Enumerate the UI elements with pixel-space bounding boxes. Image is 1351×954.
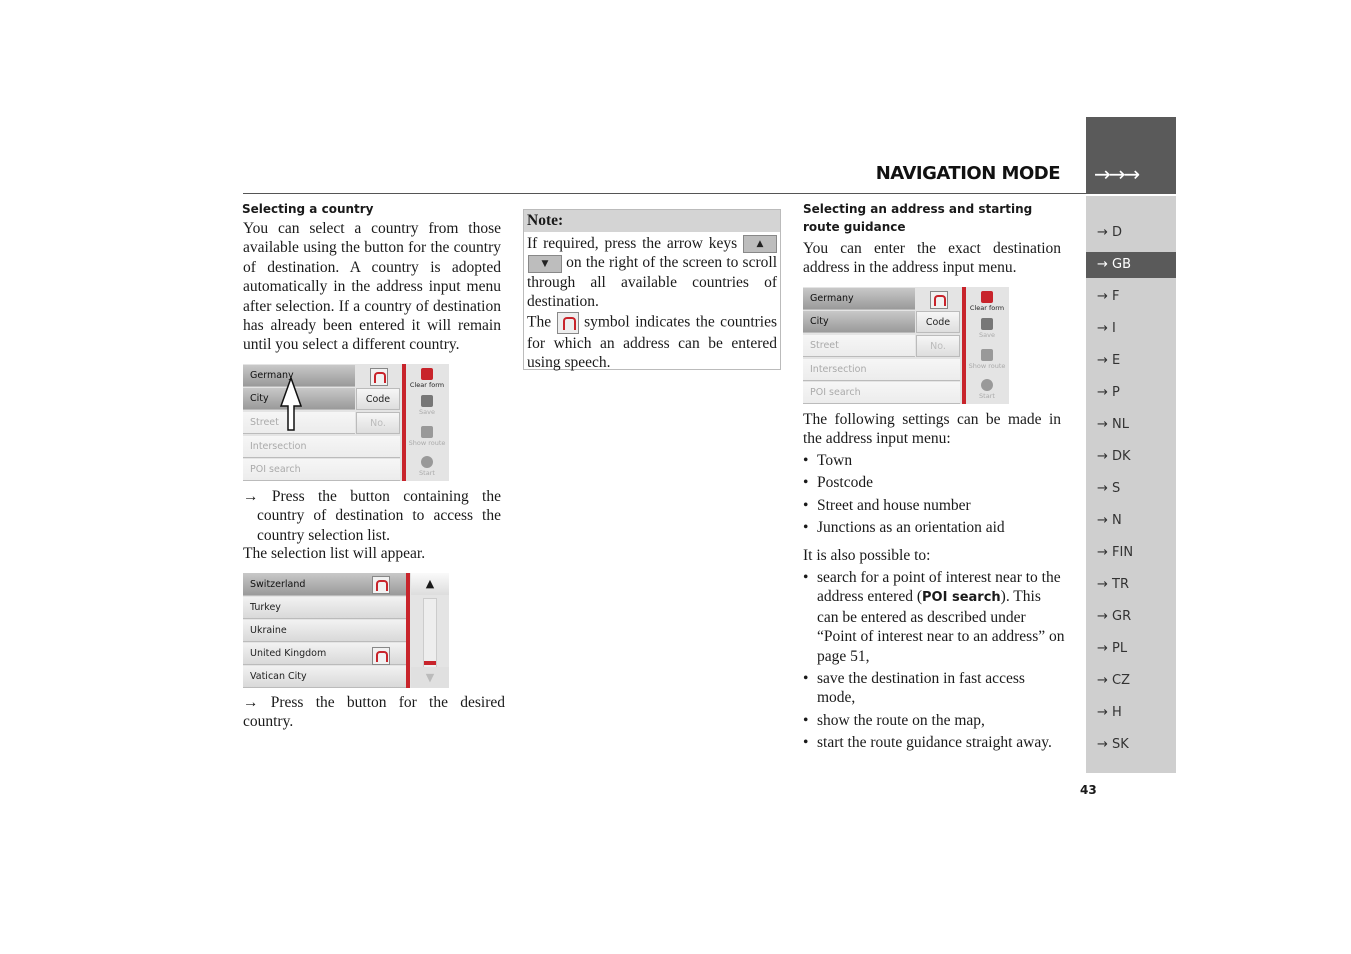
start-button[interactable] [967, 379, 1007, 400]
lang-gb[interactable]: → GB [1086, 252, 1176, 278]
save-button[interactable] [967, 318, 1007, 339]
red-divider [406, 573, 410, 688]
save-label: Save [979, 331, 995, 339]
red-divider [962, 287, 966, 404]
code-cell[interactable]: Code [356, 388, 400, 410]
start-icon [981, 379, 993, 391]
lang-nl[interactable]: → NL [1097, 417, 1129, 432]
address-form-screenshot-2 [803, 287, 1009, 404]
code-cell[interactable]: Code [916, 311, 960, 333]
lang-d[interactable]: → D [1097, 225, 1123, 240]
up-arrow-icon: ▲ [425, 577, 435, 590]
poi-row[interactable]: POI search [243, 459, 400, 481]
lang-s[interactable]: → S [1097, 481, 1121, 496]
up-key-icon: ▲ [743, 235, 777, 253]
lang-p[interactable]: → P [1097, 385, 1120, 400]
clear-icon [981, 291, 993, 303]
chapter-tab [1086, 117, 1176, 194]
country-item-united-kingdom[interactable]: United Kingdom [243, 643, 406, 665]
route-icon [421, 426, 433, 438]
speech-icon [372, 576, 390, 594]
country-row[interactable]: Germany [243, 365, 355, 387]
lang-fin[interactable]: → FIN [1097, 545, 1134, 560]
intersection-row[interactable]: Intersection [803, 359, 960, 381]
street-row[interactable]: Street [243, 412, 355, 434]
save-label: Save [419, 408, 435, 416]
country-item-switzerland[interactable]: Switzerland [243, 573, 406, 596]
note-text-1b: on the right of the screen to scroll through all available countries of destination. [527, 254, 777, 311]
note-text-2b: symbol indicates the countries for which an address can be entered using speech. [527, 313, 777, 372]
lang-i[interactable]: → I [1097, 321, 1116, 336]
note-title: Note: [524, 210, 780, 232]
city-row[interactable]: City [803, 311, 915, 333]
start-label: Start [419, 469, 435, 477]
note-text-1a: If required, press the arrow keys [527, 235, 738, 252]
scroll-thumb[interactable] [424, 661, 436, 665]
page-number: 43 [1080, 783, 1097, 797]
country-intro: You can select a country from those available using the button for the country of destination. A country is adopted automatically in the address input menu after selection. If a country of destination has already been entered it will remain until you select a different country. [243, 220, 501, 354]
lang-sk[interactable]: → SK [1097, 737, 1129, 752]
show-route-button[interactable] [407, 426, 447, 447]
lang-h[interactable]: → H [1097, 705, 1122, 720]
scroll-down-button[interactable] [411, 667, 449, 688]
setting-item: • Town [803, 451, 1065, 470]
street-row[interactable]: Street [803, 335, 915, 357]
section-heading-country: Selecting a country [242, 202, 374, 216]
lang-f[interactable]: → F [1097, 289, 1120, 304]
lang-dk[interactable]: → DK [1097, 449, 1131, 464]
note-body [524, 232, 780, 375]
step-open-country-list: → Press the button containing the country of destination to access the country selection list. [243, 488, 501, 544]
country-item-vatican-city[interactable]: Vatican City [243, 666, 406, 688]
also-poi-text-a: search for a point of interest near to the address entered ( [817, 569, 1061, 606]
scrollbar[interactable] [423, 598, 437, 668]
down-arrow-icon: ▼ [425, 671, 435, 684]
lang-n[interactable]: → N [1097, 513, 1122, 528]
also-list [803, 568, 1065, 753]
country-item-turkey[interactable]: Turkey [243, 597, 406, 619]
save-icon [981, 318, 993, 330]
lang-tr[interactable]: → TR [1097, 577, 1129, 592]
settings-intro: The following settings can be made in the address input menu: [803, 411, 1061, 448]
lang-pl[interactable]: → PL [1097, 641, 1128, 656]
section-heading-address: Selecting an address and starting route guidance [803, 202, 1033, 234]
down-key-icon: ▼ [528, 255, 562, 273]
lang-gr[interactable]: → GR [1097, 609, 1132, 624]
speech-symbol-icon [557, 312, 579, 334]
lang-cz[interactable]: → CZ [1097, 673, 1131, 688]
country-list-screenshot [243, 573, 449, 688]
chapter-arrows: →→→ [1094, 162, 1139, 186]
start-icon [421, 456, 433, 468]
lang-e[interactable]: → E [1097, 353, 1121, 368]
address-intro: You can enter the exact destination address in the address input menu. [803, 240, 1061, 277]
address-form-screenshot [243, 364, 449, 481]
clear-form-button[interactable] [407, 368, 447, 389]
clear-form-button[interactable] [967, 291, 1007, 312]
clear-form-label: Clear form [969, 304, 1005, 312]
note-box [523, 209, 781, 370]
step-select-country: → Press the button for the desired country. [243, 694, 505, 731]
start-label: Start [979, 392, 995, 400]
poi-row[interactable]: POI search [803, 382, 960, 404]
number-cell[interactable]: No. [916, 335, 960, 357]
setting-item: • Junctions as an orientation aid [803, 518, 1065, 537]
intersection-row[interactable]: Intersection [243, 436, 400, 458]
speech-icon [372, 647, 390, 665]
language-sidebar [1086, 196, 1176, 773]
show-route-button[interactable] [967, 349, 1007, 370]
speech-icon [930, 291, 948, 309]
setting-item: • Street and house number [803, 496, 1065, 515]
setting-item: • Postcode [803, 473, 1065, 492]
country-item-ukraine[interactable]: Ukraine [243, 620, 406, 642]
save-icon [421, 395, 433, 407]
show-route-label: Show route [408, 439, 446, 447]
also-poi-text-c: ). This can be entered as described under “Point of interest near to an address” on page 51, [817, 588, 1065, 665]
city-row[interactable]: City [243, 388, 355, 410]
also-item: • save the destination in fast access mode, [803, 669, 1065, 708]
scroll-up-button[interactable] [411, 573, 449, 595]
also-intro: It is also possible to: [803, 547, 931, 564]
red-divider [402, 364, 406, 481]
list-appears-text: The selection list will appear. [243, 545, 426, 562]
clear-icon [421, 368, 433, 380]
pointer-arrow-icon [279, 376, 303, 432]
show-route-label: Show route [968, 362, 1006, 370]
header-rule [243, 193, 1086, 194]
number-cell[interactable]: No. [356, 412, 400, 434]
speech-icon [370, 368, 388, 386]
route-icon [981, 349, 993, 361]
also-item: • start the route guidance straight away. [803, 733, 1065, 752]
start-button[interactable] [407, 456, 447, 477]
save-button[interactable] [407, 395, 447, 416]
note-text-2a: The [527, 313, 552, 331]
also-item: • show the route on the map, [803, 711, 1065, 730]
country-row[interactable]: Germany [803, 288, 915, 310]
clear-form-label: Clear form [409, 381, 445, 389]
page-title: NAVIGATION MODE [875, 163, 1060, 184]
settings-list [803, 451, 1065, 538]
also-item-poi [803, 568, 1065, 666]
poi-search-term: POI search [922, 590, 1001, 606]
